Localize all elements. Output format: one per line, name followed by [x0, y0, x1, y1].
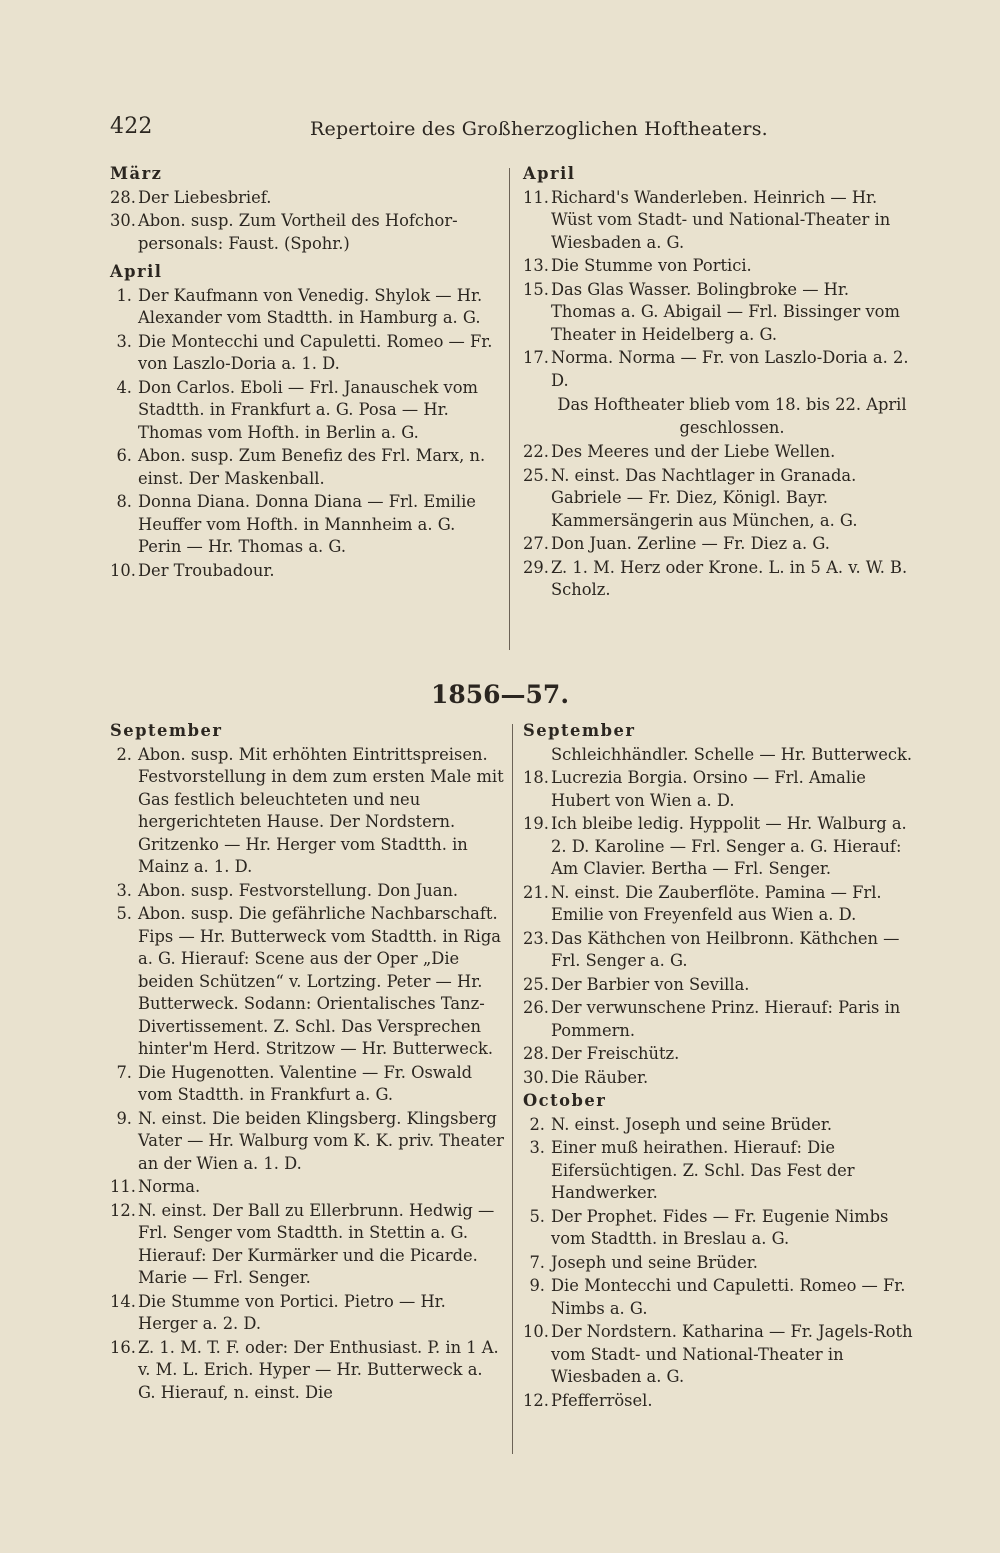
entry-date: 28.: [523, 1044, 549, 1063]
entry-date: 29.: [523, 557, 549, 577]
entry-date: 9.: [529, 1276, 545, 1295]
entry-date: 3.: [116, 880, 132, 900]
entry-date: 6.: [116, 446, 132, 465]
month-heading: October: [523, 1091, 607, 1110]
entry-text: Der Kaufmann von Venedig. Shylok — Hr. Alexander vom Stadtth. in Hamburg a. G.: [138, 285, 483, 327]
entry-date: 12.: [523, 1390, 549, 1410]
list-item: [523, 1206, 918, 1251]
entry-date: 2.: [529, 1114, 545, 1134]
list-item: [110, 1176, 505, 1199]
entry-date: 19.: [523, 814, 549, 833]
running-title: Repertoire des Großherzoglichen Hoftheaters.: [310, 118, 768, 140]
entry-date: 1.: [116, 285, 132, 305]
entry-date: 25.: [523, 974, 549, 994]
closure-note: Das Hoftheater blieb vom 18. bis 22. April geschlossen.: [557, 395, 907, 437]
entry-date: 23.: [523, 928, 549, 948]
month-heading: März: [110, 164, 163, 183]
entry-text: Z. 1. M. T. F. oder: Der Enthusiast. P. in 1 A. v. M. L. Erich. Hyper — Hr. Butterweck a. G. Hierauf, n. einst. Die: [138, 1337, 499, 1402]
entry-date: 30.: [110, 211, 136, 230]
entry-text: Abon. susp. Festvorstellung. Don Juan.: [138, 880, 459, 900]
list-item: [110, 210, 500, 255]
list-item: [523, 974, 918, 997]
list-item: [523, 557, 913, 602]
list-item: [523, 1067, 918, 1090]
entry-text: Abon. susp. Mit erhöhten Eintrittspreisen. Festvorstellung in dem zum ersten Male mit Gas festlich beleuchteten und neu hergerichteten Hause. Der Nordstern. Gritzenko — Hr. Herger vom Stadtth. in Mainz a. 1. D.: [138, 744, 504, 876]
entry-text: Joseph und seine Brüder.: [551, 1252, 758, 1272]
entry-text: Die Räuber.: [551, 1067, 649, 1087]
entry-date: 25.: [523, 465, 549, 485]
list-item: [523, 1275, 918, 1320]
entry-date: 28.: [110, 187, 136, 207]
entry-date: 21.: [523, 882, 549, 902]
list-item: [523, 928, 918, 973]
entry-text: Ich bleibe ledig. Hyppolit — Hr. Walburg a. 2. D. Karoline — Frl. Senger a. G. Hierauf: Am Clavier. Bertha — Frl. Senger.: [551, 814, 907, 878]
entry-text: Abon. susp. Zum Benefiz des Frl. Marx, n. einst. Der Maskenball.: [138, 446, 486, 488]
list-item: [523, 255, 913, 278]
list-item: [110, 491, 500, 559]
entry-text: N. einst. Das Nachtlager in Granada. Gabriele — Fr. Diez, Königl. Bayr. Kammersängerin aus München, a. G.: [551, 465, 858, 530]
list-item: [110, 903, 505, 1061]
entry-date: 22.: [523, 442, 549, 461]
entry-text: N. einst. Die Zauberflöte. Pamina — Frl. Emilie von Freyenfeld aus Wien a. D.: [551, 882, 882, 924]
entry-text: Der Nordstern. Katharina — Fr. Jagels-Roth vom Stadt- und National-Theater in Wiesbaden a. G.: [551, 1322, 913, 1386]
entry-text: Der Barbier von Sevilla.: [551, 974, 750, 994]
entry-date: 15.: [523, 279, 549, 299]
entry-date: 27.: [523, 534, 549, 553]
entry-text: Donna Diana. Donna Diana — Frl. Emilie Heuffer vom Hofth. in Mannheim a. G. Perin — Hr. Thomas a. G.: [138, 492, 476, 556]
month-heading: April: [110, 262, 163, 281]
upper-right-column: [523, 163, 913, 603]
list-item: [523, 1114, 918, 1137]
entry-date: 12.: [110, 1200, 136, 1220]
entry-date: 5.: [116, 904, 132, 923]
column-divider: [512, 724, 513, 1454]
entry-text: Der Troubadour.: [138, 560, 275, 580]
month-heading: September: [523, 721, 636, 740]
entry-text: Pfefferrösel.: [551, 1390, 653, 1410]
entry-text: Die Stumme von Portici. Pietro — Hr. Herger a. 2. D.: [138, 1291, 446, 1333]
list-item: [110, 445, 500, 490]
entry-date: 11.: [110, 1177, 136, 1196]
entry-date: 10.: [523, 1322, 549, 1341]
column-divider: [509, 168, 510, 650]
entry-date: 2.: [116, 744, 132, 764]
list-item: [110, 1291, 505, 1336]
entry-date: 7.: [529, 1252, 545, 1272]
entry-text: Die Hugenotten. Valentine — Fr. Oswald vom Stadtth. in Frankfurt a. G.: [138, 1062, 473, 1104]
upper-left-column: [110, 163, 500, 583]
entry-date: 3.: [529, 1138, 545, 1157]
list-item: [523, 882, 918, 927]
list-item: [523, 1137, 918, 1205]
list-item: [110, 285, 500, 330]
list-item: [523, 441, 913, 464]
entry-text: Abon. susp. Zum Vortheil des Hofchor-personals: Faust. (Spohr.): [138, 211, 458, 253]
entry-date: 9.: [116, 1108, 132, 1128]
entry-text: Die Stumme von Portici.: [551, 256, 752, 275]
entry-text: Don Juan. Zerline — Fr. Diez a. G.: [551, 534, 830, 553]
list-item: [110, 377, 500, 445]
list-item: [110, 744, 505, 879]
entry-text: Des Meeres und der Liebe Wellen.: [551, 442, 836, 461]
list-item: [523, 813, 918, 881]
entry-date: 18.: [523, 768, 549, 787]
month-heading: April: [523, 164, 576, 183]
list-item: [523, 465, 913, 533]
entry-text: Der Prophet. Fides — Fr. Eugenie Nimbs vom Stadtth. in Breslau a. G.: [551, 1206, 889, 1248]
page-number: 422: [110, 114, 153, 139]
lower-right-column: [523, 720, 918, 1413]
entry-text: Z. 1. M. Herz oder Krone. L. in 5 A. v. W. B. Scholz.: [551, 557, 908, 599]
month-heading: September: [110, 721, 223, 740]
entry-text: N. einst. Die beiden Klingsberg. Klingsberg Vater — Hr. Walburg vom K. K. priv. Theater an der Wien a. 1. D.: [138, 1108, 504, 1173]
list-item: [110, 880, 505, 903]
entry-text: Schleichhändler. Schelle — Hr. Butterweck.: [551, 744, 912, 764]
entry-date: 14.: [110, 1291, 136, 1311]
entry-text: Don Carlos. Eboli — Frl. Janauschek vom Stadtth. in Frankfurt a. G. Posa — Hr. Thomas vom Hofth. in Berlin a. G.: [138, 377, 478, 442]
entry-date: 10.: [110, 560, 136, 580]
entry-date: 4.: [116, 377, 132, 397]
entry-date: 7.: [116, 1062, 132, 1082]
entry-date: 11.: [523, 187, 549, 207]
entry-text: Der Liebesbrief.: [138, 187, 272, 207]
entry-text: Abon. susp. Die gefährliche Nachbarschaft. Fips — Hr. Butterweck vom Stadtth. in Riga a. G. Hierauf: Scene aus der Oper „Die beiden Schützen“ v. Lortzing. Peter — Hr. Butterweck. Sodann: Orientalisches Tanz-Divertissement. Z. Schl. Das Versprechen hinter'm Herd. Stritzow — Hr. Butterweck.: [138, 904, 501, 1058]
entry-date: 13.: [523, 256, 549, 275]
entry-text: Das Käthchen von Heilbronn. Käthchen — Frl. Senger a. G.: [551, 928, 900, 970]
list-item: [523, 187, 913, 255]
list-item: [523, 347, 913, 392]
entry-date: 17.: [523, 348, 549, 367]
list-item: [110, 187, 500, 210]
entry-text: Richard's Wanderleben. Heinrich — Hr. Wüst vom Stadt- und National-Theater in Wiesbaden a. G.: [551, 187, 891, 252]
list-item: [523, 533, 913, 556]
entry-text: N. einst. Joseph und seine Brüder.: [551, 1114, 833, 1134]
entry-text: Das Glas Wasser. Bolingbroke — Hr. Thomas a. G. Abigail — Frl. Bissinger vom Theater in Heidelberg a. G.: [551, 279, 900, 344]
entry-text: Der Freischütz.: [551, 1044, 680, 1063]
entry-text: Norma. Norma — Fr. von Laszlo-Doria a. 2. D.: [551, 348, 909, 390]
list-item: [523, 1321, 918, 1389]
list-item: [110, 1337, 505, 1405]
entry-text: Die Montecchi und Capuletti. Romeo — Fr. von Laszlo-Doria a. 1. D.: [138, 331, 493, 373]
list-item: [523, 997, 918, 1042]
entry-text: Lucrezia Borgia. Orsino — Frl. Amalie Hubert von Wien a. D.: [551, 768, 866, 810]
entry-text: Einer muß heirathen. Hierauf: Die Eifersüchtigen. Z. Schl. Das Fest der Handwerker.: [551, 1138, 855, 1202]
list-item: [110, 1062, 505, 1107]
entry-date: 30.: [523, 1067, 549, 1087]
entry-text: N. einst. Der Ball zu Ellerbrunn. Hedwig — Frl. Senger vom Stadtth. in Stettin a. G. Hierauf: Der Kurmärker und die Picarde. Marie — Frl. Senger.: [138, 1200, 495, 1287]
list-item: [523, 279, 913, 347]
lower-left-column: [110, 720, 505, 1405]
list-item: [523, 1252, 918, 1275]
entry-date: 16.: [110, 1337, 136, 1357]
list-item: [110, 331, 500, 376]
entry-text: Norma.: [138, 1177, 201, 1196]
list-item: [523, 767, 918, 812]
list-item: [523, 1390, 918, 1413]
entry-date: 8.: [116, 492, 132, 511]
list-item: [110, 1108, 505, 1176]
season-heading: 1856—57.: [430, 680, 570, 709]
entry-date: 3.: [116, 331, 132, 351]
entry-text: Die Montecchi und Capuletti. Romeo — Fr. Nimbs a. G.: [551, 1276, 906, 1318]
entry-text: Der verwunschene Prinz. Hierauf: Paris in Pommern.: [551, 998, 901, 1040]
list-item: [523, 1043, 918, 1066]
continuation-text: [523, 744, 918, 767]
entry-date: 5.: [529, 1206, 545, 1226]
entry-date: 26.: [523, 998, 549, 1017]
list-item: [110, 560, 500, 583]
list-item: [110, 1200, 505, 1290]
